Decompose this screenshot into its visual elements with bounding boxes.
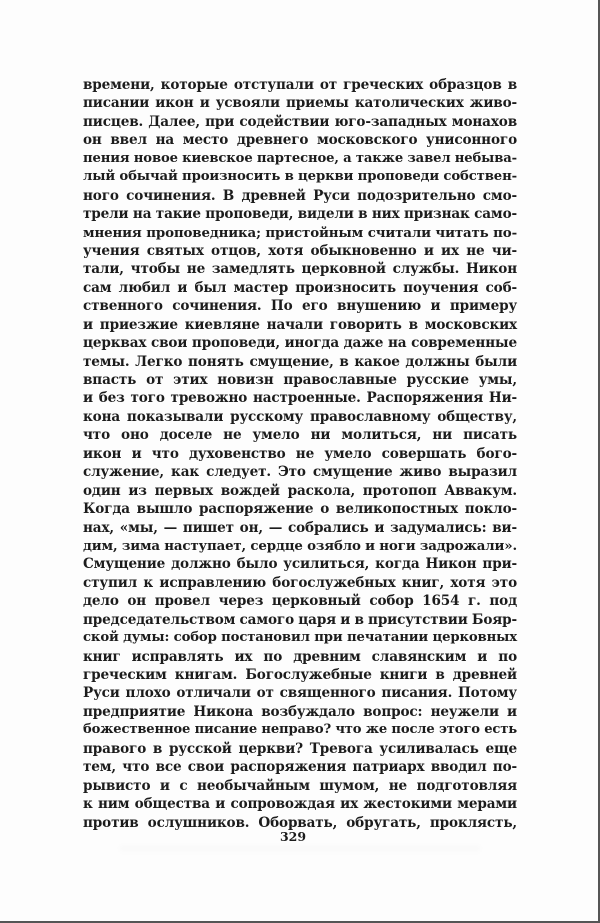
text-line: кона показывали русскому православному обществу, bbox=[83, 408, 517, 425]
text-line: книг исправлять их по древним славянским и по bbox=[83, 648, 517, 665]
text-line: рывисто и с необычайным шумом, не подготовляя bbox=[83, 777, 517, 794]
text-line: служение, как следует. Это смущение живо выразил bbox=[83, 464, 517, 481]
text-line: ственного сочинения. По его внушению и примеру bbox=[83, 298, 517, 315]
text-line: божественное писание неправо? что же после этого есть bbox=[83, 722, 517, 738]
text-line: церквах свои проповеди, иногда даже на современные bbox=[83, 335, 517, 352]
text-line: дело он провел через церковный собор 1654 г. под bbox=[83, 593, 517, 610]
text-line: лый обычай произносить в церкви проповеди собствен- bbox=[83, 169, 517, 185]
text-line: Смущение должно было усилиться, когда Никон при- bbox=[83, 556, 517, 573]
text-line: дим, зима наступает, сердце озябло и ноги задрожали». bbox=[83, 537, 517, 554]
text-line: ступил к исправлению богослужебных книг, хотя это bbox=[83, 574, 517, 591]
text-line: председательством самого царя и в присутствии Бояр- bbox=[83, 611, 517, 628]
text-line: пения новое киевское партесное, а также завел небыва- bbox=[83, 150, 517, 166]
body-text bbox=[83, 76, 517, 832]
text-line: к ним общества и сопровождая их жестокими мерами bbox=[83, 796, 517, 813]
text-line: времени, которые отступали от греческих образцов в bbox=[83, 77, 517, 93]
scan-shadow bbox=[120, 846, 480, 854]
page-number: 329 bbox=[279, 829, 307, 844]
text-line: тем, что все свои распоряжения патриарх вводил по- bbox=[83, 759, 517, 776]
text-line: ного сочинения. В древней Руси подозрительно смо- bbox=[83, 187, 517, 204]
text-line: учения святых отцов, хотя обыкновенно и их не чи- bbox=[83, 242, 517, 259]
text-line: впасть от этих новизн православные русские умы, bbox=[83, 372, 517, 388]
text-line: Руси плохо отличали от священного писания. Потому bbox=[83, 685, 517, 702]
text-line: нах, «мы, — пишет он, — собрались и задумались: ви- bbox=[83, 519, 517, 536]
text-line: сам любил и был мастер произносить поучения соб- bbox=[83, 279, 517, 296]
text-line: писании икон и усвояли приемы католических живо- bbox=[83, 95, 517, 112]
text-line: Когда вышло распоряжение о великопостных покло- bbox=[83, 501, 517, 518]
text-line: один из первых вождей раскола, протопоп Аввакум. bbox=[83, 482, 517, 499]
text-line: и без того тревожно настроенные. Распоряжения Ни- bbox=[83, 390, 517, 407]
text-line: греческим книгам. Богослужебные книги в древней bbox=[83, 667, 517, 683]
text-line: он ввел на место древнего московского унисонного bbox=[83, 132, 517, 149]
text-line: трели на такие проповеди, видели в них признак само- bbox=[83, 206, 517, 223]
text-line: тали, чтобы не замедлять церковной службы. Никон bbox=[83, 261, 517, 278]
text-line: ской думы: собор постановил при печатании церковных bbox=[83, 630, 517, 646]
text-line: и приезжие киевляне начали говорить в московских bbox=[83, 316, 517, 333]
text-line: предприятие Никона возбуждало вопрос: неужели и bbox=[83, 703, 517, 720]
text-line: что оно доселе не умело ни молиться, ни писать bbox=[83, 427, 517, 444]
text-line: икон и что духовенство не умело совершать бого- bbox=[83, 445, 517, 462]
text-line: писцев. Далее, при содействии юго-западных монахов bbox=[83, 113, 517, 130]
text-line: против ослушников. Оборвать, обругать, проклясть, bbox=[83, 814, 517, 831]
text-line: мнения проповедника; пристойным считали читать по- bbox=[83, 224, 517, 241]
text-line: темы. Легко понять смущение, в какое должны были bbox=[83, 353, 517, 370]
text-line: правого в русской церкви? Тревога усиливалась еще bbox=[83, 740, 517, 757]
